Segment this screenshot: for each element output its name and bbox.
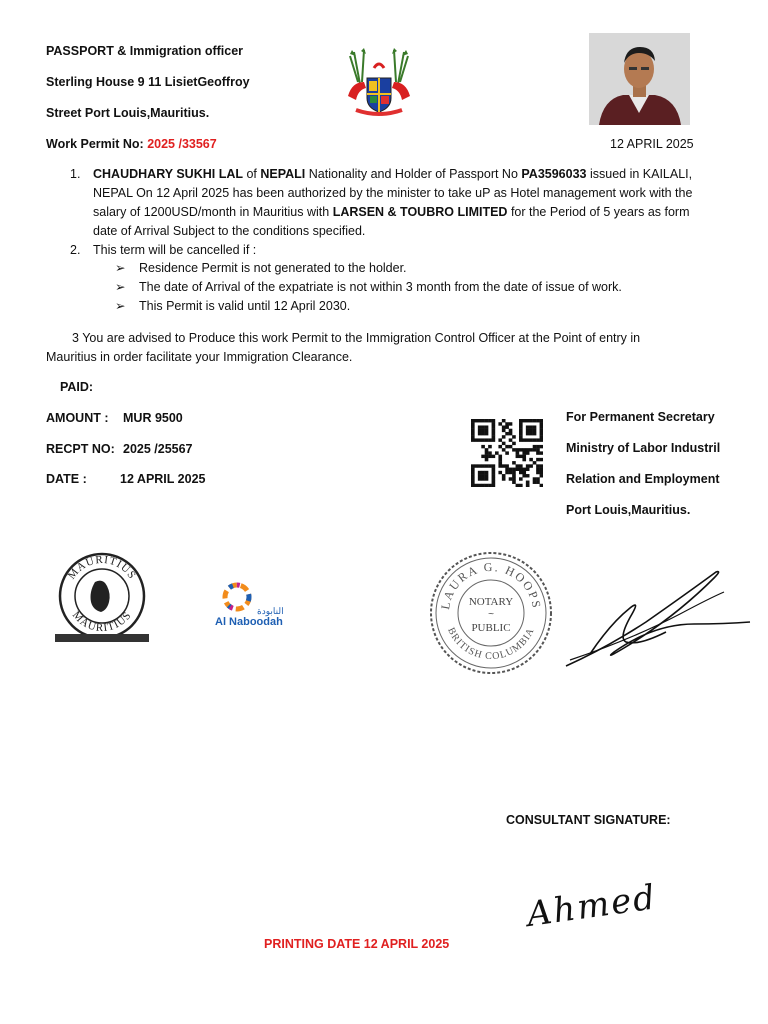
work-permit-line xyxy=(46,137,217,151)
payment-date-label: DATE : xyxy=(46,472,87,486)
holder-photo xyxy=(589,33,690,125)
consultant-signature: Ahmed xyxy=(524,877,660,935)
al-naboodah-logo xyxy=(215,580,305,628)
amount-value: MUR 9500 xyxy=(123,411,183,425)
clause-2-number: 2. xyxy=(70,243,81,257)
coat-of-arms-emblem xyxy=(340,44,418,122)
condition-list xyxy=(0,259,768,316)
payment-date-value: 12 APRIL 2025 xyxy=(120,472,206,486)
clause-1-passport-text: Nationality and Holder of Passport No xyxy=(305,167,522,181)
condition-item xyxy=(0,259,768,278)
holder-name: CHAUDHARY SUKHI LAL xyxy=(93,167,243,181)
passport-number: PA3596033 xyxy=(521,167,587,181)
clause-1-issued-text: issued in KAILALI, xyxy=(586,167,693,181)
logo-name: Al Naboodah xyxy=(215,616,283,628)
condition-item xyxy=(0,278,768,297)
clause-1-period-text: for the Period of 5 years as form xyxy=(507,205,690,219)
work-permit-number: 2025 /33567 xyxy=(147,137,217,151)
notary-public-word: PUBLIC xyxy=(471,622,511,634)
arrow-bullet-icon: ➢ xyxy=(115,299,126,313)
notary-name-text: LAURA G. HOOPS xyxy=(438,559,544,611)
arrow-bullet-icon: ➢ xyxy=(115,261,126,275)
condition-text: Residence Permit is not generated to the holder. xyxy=(139,261,407,275)
clause-1-text xyxy=(93,165,733,241)
receipt-value: 2025 /25567 xyxy=(123,442,193,456)
notary-seal xyxy=(425,547,557,679)
mauritius-stamp xyxy=(55,548,149,644)
condition-text: The date of Arrival of the expatriate is not within 3 month from the date of issue of work. xyxy=(139,280,622,294)
clause-1-line-4: date of Arrival Subject to the conditions specified. xyxy=(93,224,366,238)
office-line-3: Street Port Louis,Mauritius. xyxy=(46,106,210,120)
clause-1-number: 1. xyxy=(70,167,81,181)
receipt-label: RECPT NO: xyxy=(46,442,115,456)
authority-line-1: For Permanent Secretary xyxy=(566,410,715,424)
holder-nationality: NEPALI xyxy=(260,167,306,181)
clause-1-of: of xyxy=(243,167,261,181)
qr-code xyxy=(471,419,543,487)
stamp-bottom-text: MAURITIUS xyxy=(69,609,135,635)
amount-label: AMOUNT : xyxy=(46,411,109,425)
clause-1-line-2: NEPAL On 12 April 2025 has been authorized by the minister to take uP as Hotel management work with the xyxy=(93,186,693,200)
svg-text:~: ~ xyxy=(488,609,494,620)
office-line-2: Sterling House 9 11 LisietGeoffroy xyxy=(46,75,250,89)
consultant-signature-label: CONSULTANT SIGNATURE: xyxy=(506,813,671,827)
authority-line-3: Relation and Employment xyxy=(566,472,720,486)
clause-3-line-1: 3 You are advised to Produce this work Permit to the Immigration Control Officer at the Point of entry in xyxy=(72,331,641,345)
issue-date: 12 APRIL 2025 xyxy=(610,137,694,151)
condition-text: This Permit is valid until 12 April 2030. xyxy=(139,299,351,313)
clause-2-text: This term will be cancelled if : xyxy=(93,243,257,257)
clause-1-line-1 xyxy=(93,165,733,184)
notary-region-text: BRITISH COLUMBIA xyxy=(445,625,537,663)
arrow-bullet-icon: ➢ xyxy=(115,280,126,294)
notary-word: NOTARY xyxy=(468,596,514,608)
printing-date: PRINTING DATE 12 APRIL 2025 xyxy=(264,937,450,951)
svg-text:MAURITIUS xyxy=(66,554,139,582)
authority-line-2: Ministry of Labor Industril xyxy=(566,441,721,455)
authority-line-4: Port Louis,Mauritius. xyxy=(566,503,691,517)
office-line-1: PASSPORT & Immigration officer xyxy=(46,44,244,58)
condition-item xyxy=(0,297,768,316)
work-permit-label: Work Permit No: xyxy=(46,137,144,151)
stamp-top-text: MAURITIUS xyxy=(65,553,139,582)
employer-name: LARSEN & TOUBRO LIMITED xyxy=(332,205,508,219)
clause-1-salary-text: salary of 1200USD/month in Mauritius with xyxy=(93,205,333,219)
paid-label: PAID: xyxy=(60,380,94,394)
clause-3-line-2: Mauritius in order facilitate your Immigration Clearance. xyxy=(46,350,353,364)
logo-arabic-text: النابودة xyxy=(257,606,284,616)
officer-signature xyxy=(560,568,756,672)
clause-1-line-3 xyxy=(93,203,733,222)
